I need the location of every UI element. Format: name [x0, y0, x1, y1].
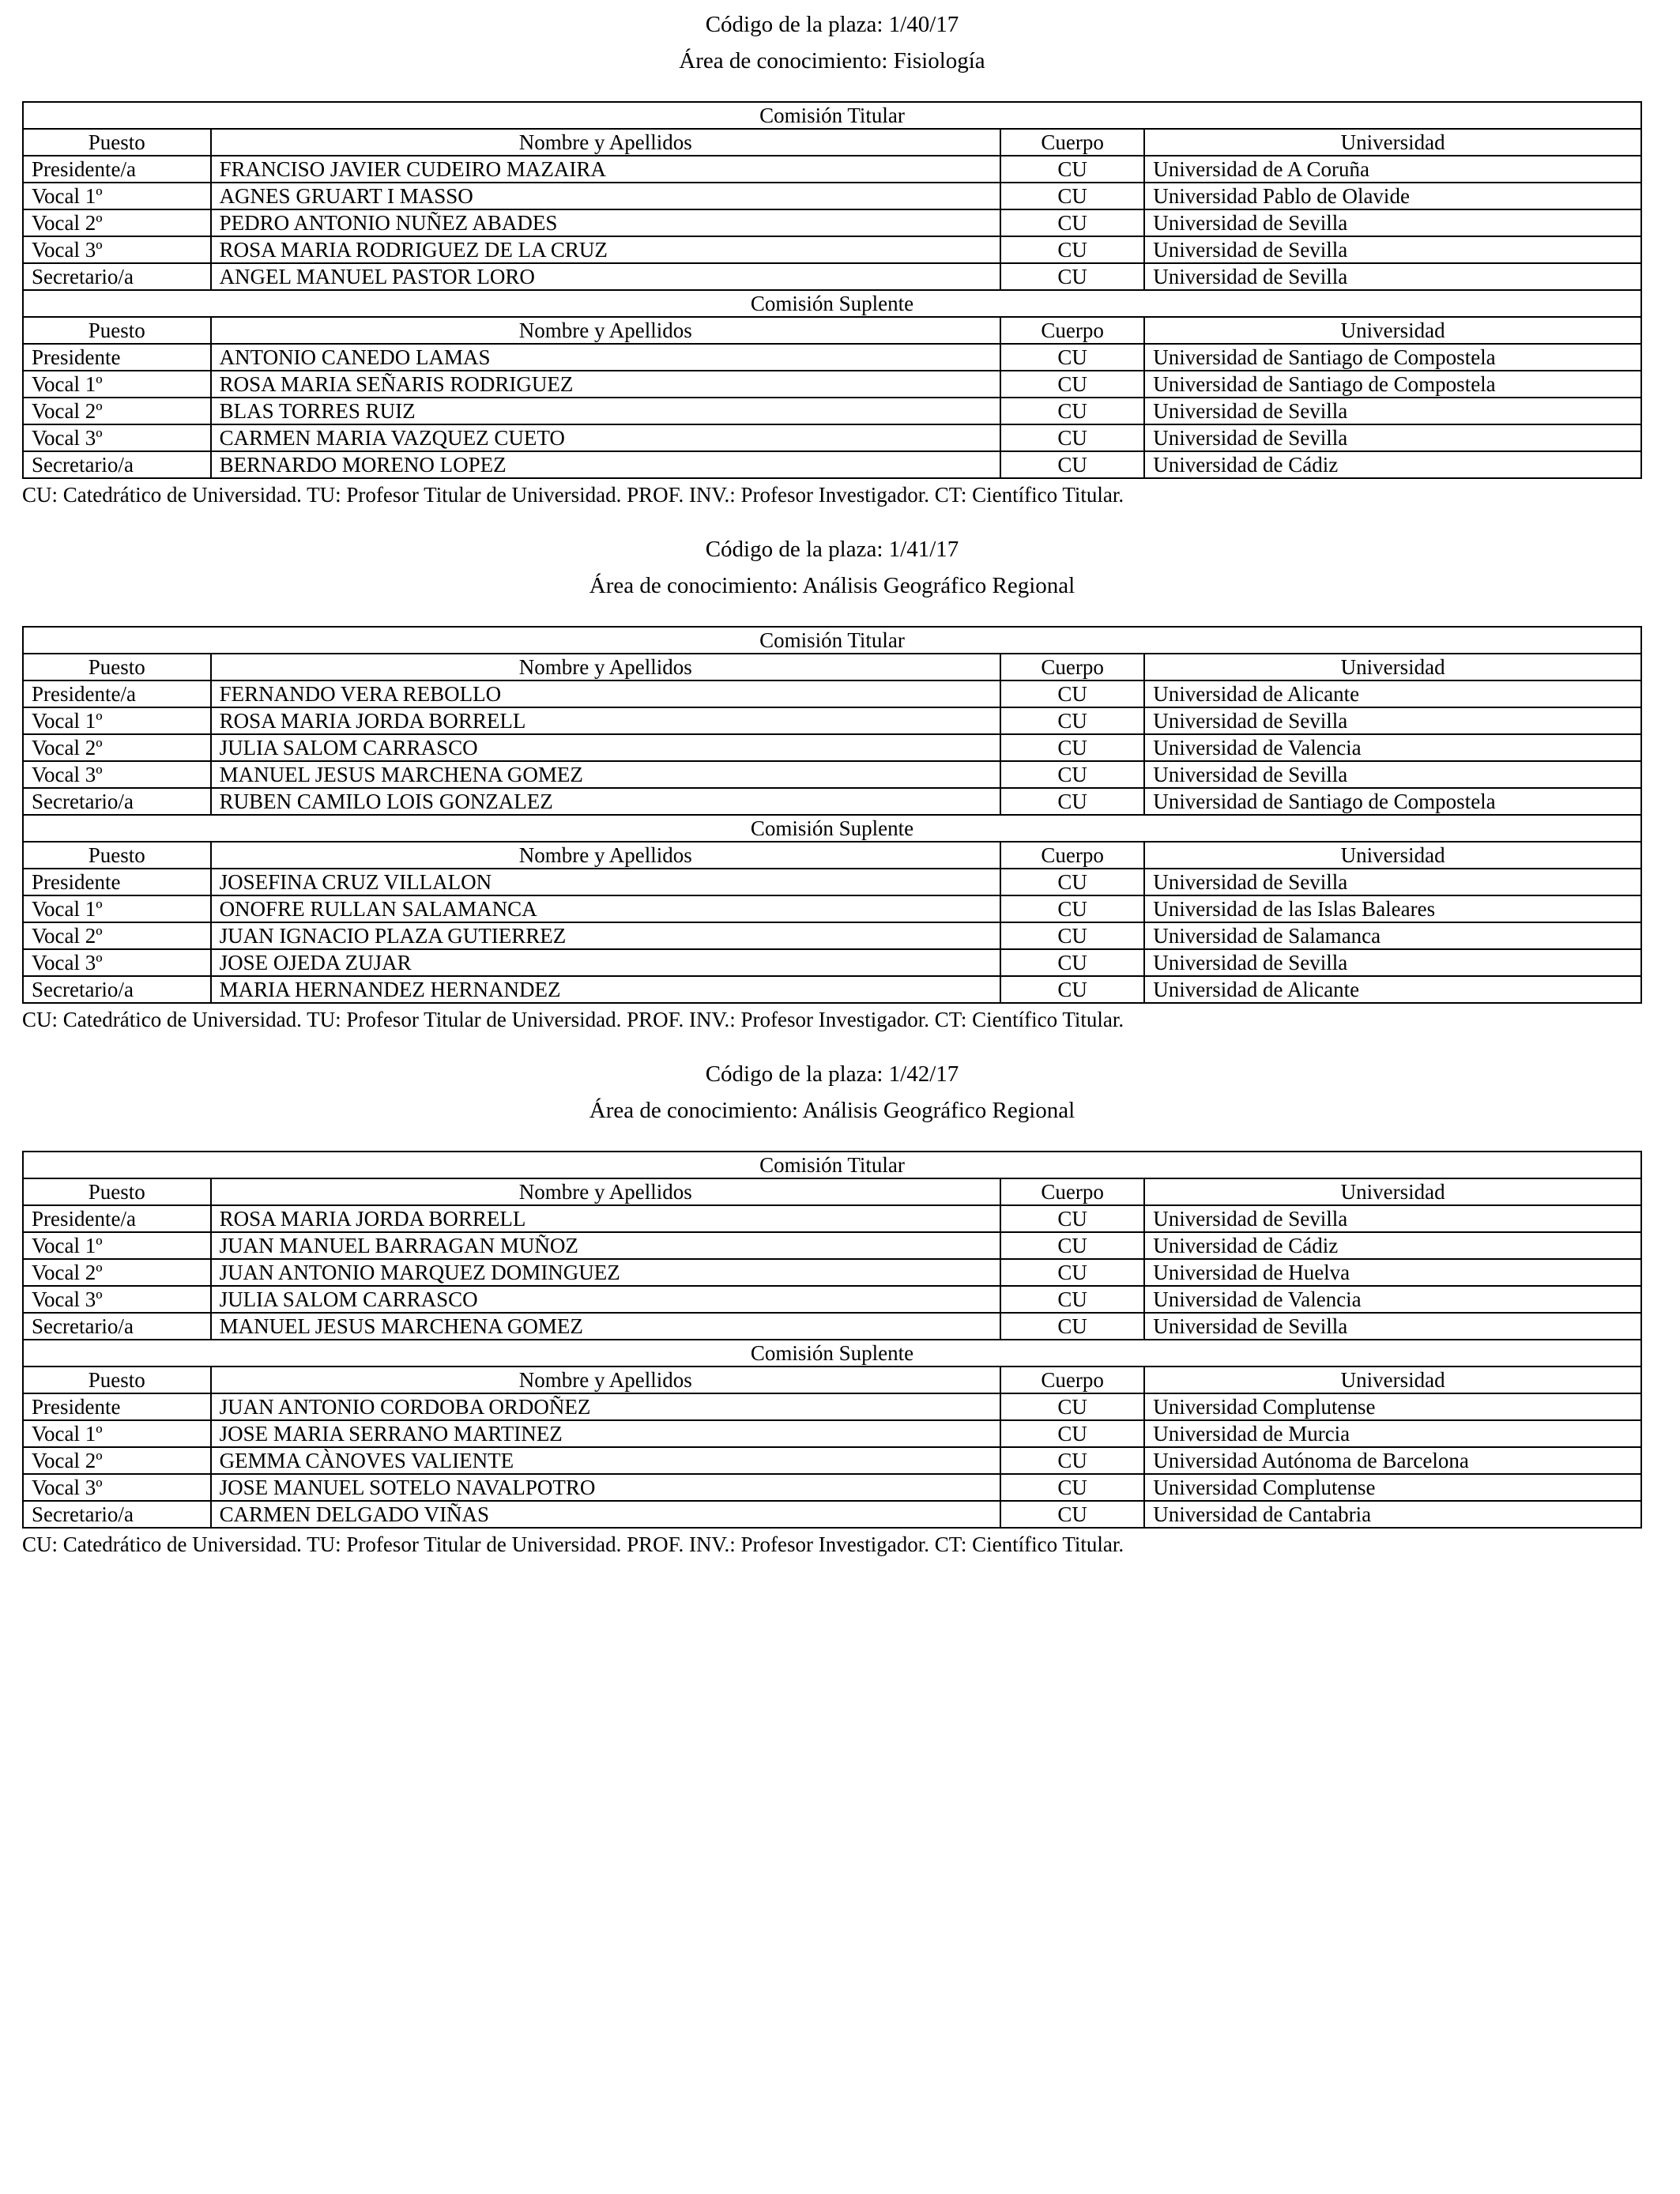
- puesto-cell: Presidente/a: [23, 1205, 211, 1232]
- puesto-cell: Vocal 1º: [23, 1420, 211, 1447]
- col-header-cuerpo: Cuerpo: [1000, 1178, 1144, 1205]
- column-header-row: [23, 842, 1641, 869]
- col-header-nombre: Nombre y Apellidos: [211, 129, 1000, 156]
- nombre-cell: BLAS TORRES RUIZ: [211, 398, 1000, 424]
- table-row: [23, 424, 1641, 451]
- col-header-cuerpo: Cuerpo: [1000, 842, 1144, 869]
- cuerpo-cell: CU: [1000, 680, 1144, 707]
- abbreviations-footnote: CU: Catedrático de Universidad. TU: Profesor Titular de Universidad. PROF. INV.: Profesor Investigador. CT: Científico Titular.: [22, 1532, 1124, 1556]
- universidad-cell: Universidad de Valencia: [1144, 1286, 1641, 1313]
- cuerpo-cell: CU: [1000, 236, 1144, 263]
- cuerpo-cell: CU: [1000, 895, 1144, 922]
- universidad-cell: Universidad Complutense: [1144, 1393, 1641, 1420]
- universidad-cell: Universidad de Murcia: [1144, 1420, 1641, 1447]
- cuerpo-cell: CU: [1000, 976, 1144, 1003]
- universidad-cell: Universidad de Santiago de Compostela: [1144, 788, 1641, 815]
- titular-rows: [23, 156, 1641, 290]
- cuerpo-cell: CU: [1000, 1420, 1144, 1447]
- plaza-code-line: Código de la plaza: 1/41/17: [705, 537, 959, 562]
- abbreviations-footnote: CU: Catedrático de Universidad. TU: Profesor Titular de Universidad. PROF. INV.: Profesor Investigador. CT: Científico Titular.: [22, 1008, 1124, 1031]
- universidad-cell: Universidad de Cantabria: [1144, 1501, 1641, 1528]
- table-row: [23, 949, 1641, 976]
- col-header-puesto: Puesto: [23, 1367, 211, 1393]
- nombre-cell: JUAN ANTONIO CORDOBA ORDOÑEZ: [211, 1393, 1000, 1420]
- table-row: [23, 1501, 1641, 1528]
- table-row: [23, 707, 1641, 734]
- table-row: [23, 761, 1641, 788]
- nombre-cell: ROSA MARIA JORDA BORRELL: [211, 1205, 1000, 1232]
- puesto-cell: Vocal 1º: [23, 371, 211, 398]
- puesto-cell: Secretario/a: [23, 1313, 211, 1340]
- nombre-cell: ONOFRE RULLAN SALAMANCA: [211, 895, 1000, 922]
- nombre-cell: CARMEN MARIA VAZQUEZ CUETO: [211, 424, 1000, 451]
- plaza-section: [22, 1061, 1642, 1557]
- puesto-cell: Vocal 2º: [23, 1447, 211, 1474]
- table-row: [23, 1447, 1641, 1474]
- nombre-cell: JULIA SALOM CARRASCO: [211, 1286, 1000, 1313]
- universidad-cell: Universidad de Sevilla: [1144, 398, 1641, 424]
- universidad-cell: Universidad de Alicante: [1144, 976, 1641, 1003]
- universidad-cell: Universidad de Alicante: [1144, 680, 1641, 707]
- cuerpo-cell: CU: [1000, 1474, 1144, 1501]
- cuerpo-cell: CU: [1000, 344, 1144, 371]
- cuerpo-cell: CU: [1000, 451, 1144, 478]
- universidad-cell: Universidad de Sevilla: [1144, 869, 1641, 895]
- puesto-cell: Presidente: [23, 869, 211, 895]
- puesto-cell: Vocal 2º: [23, 734, 211, 761]
- puesto-cell: Vocal 2º: [23, 209, 211, 236]
- col-header-puesto: Puesto: [23, 654, 211, 680]
- universidad-cell: Universidad de Sevilla: [1144, 424, 1641, 451]
- cuerpo-cell: CU: [1000, 209, 1144, 236]
- cuerpo-cell: CU: [1000, 922, 1144, 949]
- cuerpo-cell: CU: [1000, 761, 1144, 788]
- universidad-cell: Universidad Autónoma de Barcelona: [1144, 1447, 1641, 1474]
- cuerpo-cell: CU: [1000, 263, 1144, 290]
- table-row: [23, 1286, 1641, 1313]
- suplente-band-row: [23, 290, 1641, 317]
- nombre-cell: GEMMA CÀNOVES VALIENTE: [211, 1447, 1000, 1474]
- puesto-cell: Presidente: [23, 1393, 211, 1420]
- plaza-code-line: Código de la plaza: 1/40/17: [705, 12, 959, 37]
- table-row: [23, 680, 1641, 707]
- puesto-cell: Secretario/a: [23, 1501, 211, 1528]
- table-row: [23, 236, 1641, 263]
- table-row: [23, 1420, 1641, 1447]
- col-header-cuerpo: Cuerpo: [1000, 1367, 1144, 1393]
- puesto-cell: Secretario/a: [23, 263, 211, 290]
- cuerpo-cell: CU: [1000, 869, 1144, 895]
- table-row: [23, 1232, 1641, 1259]
- table-row: [23, 344, 1641, 371]
- nombre-cell: ROSA MARIA SEÑARIS RODRIGUEZ: [211, 371, 1000, 398]
- nombre-cell: BERNARDO MORENO LOPEZ: [211, 451, 1000, 478]
- universidad-cell: Universidad de Sevilla: [1144, 236, 1641, 263]
- titular-rows: [23, 1205, 1641, 1340]
- puesto-cell: Secretario/a: [23, 976, 211, 1003]
- table-row: [23, 156, 1641, 183]
- nombre-cell: JOSE MANUEL SOTELO NAVALPOTRO: [211, 1474, 1000, 1501]
- suplente-rows: [23, 869, 1641, 1003]
- puesto-cell: Vocal 3º: [23, 424, 211, 451]
- nombre-cell: JOSE MARIA SERRANO MARTINEZ: [211, 1420, 1000, 1447]
- cuerpo-cell: CU: [1000, 1259, 1144, 1286]
- col-header-universidad: Universidad: [1144, 1178, 1641, 1205]
- puesto-cell: Vocal 3º: [23, 1474, 211, 1501]
- cuerpo-cell: CU: [1000, 949, 1144, 976]
- puesto-cell: Presidente: [23, 344, 211, 371]
- suplente-band-row: [23, 815, 1641, 842]
- suplente-band-row: [23, 1340, 1641, 1367]
- nombre-cell: PEDRO ANTONIO NUÑEZ ABADES: [211, 209, 1000, 236]
- universidad-cell: Universidad Pablo de Olavide: [1144, 183, 1641, 209]
- nombre-cell: CARMEN DELGADO VIÑAS: [211, 1501, 1000, 1528]
- col-header-nombre: Nombre y Apellidos: [211, 654, 1000, 680]
- table-row: [23, 451, 1641, 478]
- nombre-cell: JUAN MANUEL BARRAGAN MUÑOZ: [211, 1232, 1000, 1259]
- universidad-cell: Universidad de A Coruña: [1144, 156, 1641, 183]
- nombre-cell: FERNANDO VERA REBOLLO: [211, 680, 1000, 707]
- commission-table: [22, 101, 1642, 479]
- plaza-code-line: Código de la plaza: 1/42/17: [705, 1061, 959, 1087]
- nombre-cell: JOSEFINA CRUZ VILLALON: [211, 869, 1000, 895]
- col-header-universidad: Universidad: [1144, 842, 1641, 869]
- puesto-cell: Presidente/a: [23, 156, 211, 183]
- plaza-area-line: Área de conocimiento: Análisis Geográfico Regional: [589, 1098, 1075, 1123]
- suplente-header-block: [23, 1340, 1641, 1393]
- universidad-cell: Universidad de las Islas Baleares: [1144, 895, 1641, 922]
- nombre-cell: FRANCISO JAVIER CUDEIRO MAZAIRA: [211, 156, 1000, 183]
- nombre-cell: JOSE OJEDA ZUJAR: [211, 949, 1000, 976]
- table-row: [23, 209, 1641, 236]
- nombre-cell: MANUEL JESUS MARCHENA GOMEZ: [211, 761, 1000, 788]
- col-header-universidad: Universidad: [1144, 129, 1641, 156]
- column-header-row: [23, 1367, 1641, 1393]
- nombre-cell: JULIA SALOM CARRASCO: [211, 734, 1000, 761]
- cuerpo-cell: CU: [1000, 1205, 1144, 1232]
- col-header-nombre: Nombre y Apellidos: [211, 317, 1000, 344]
- table-row: [23, 1205, 1641, 1232]
- puesto-cell: Vocal 3º: [23, 949, 211, 976]
- universidad-cell: Universidad de Sevilla: [1144, 263, 1641, 290]
- nombre-cell: MANUEL JESUS MARCHENA GOMEZ: [211, 1313, 1000, 1340]
- table-row: [23, 922, 1641, 949]
- puesto-cell: Vocal 2º: [23, 922, 211, 949]
- col-header-puesto: Puesto: [23, 317, 211, 344]
- titular-band-row: [23, 627, 1641, 654]
- nombre-cell: RUBEN CAMILO LOIS GONZALEZ: [211, 788, 1000, 815]
- abbreviations-footnote: CU: Catedrático de Universidad. TU: Profesor Titular de Universidad. PROF. INV.: Profesor Investigador. CT: Científico Titular.: [22, 483, 1124, 507]
- cuerpo-cell: CU: [1000, 788, 1144, 815]
- cuerpo-cell: CU: [1000, 707, 1144, 734]
- col-header-cuerpo: Cuerpo: [1000, 317, 1144, 344]
- table-row: [23, 1474, 1641, 1501]
- plaza-section: [22, 11, 1642, 507]
- plaza-section: [22, 536, 1642, 1032]
- cuerpo-cell: CU: [1000, 1501, 1144, 1528]
- titular-header-block: [23, 627, 1641, 680]
- titular-band-row: [23, 1152, 1641, 1178]
- universidad-cell: Universidad de Santiago de Compostela: [1144, 344, 1641, 371]
- titular-rows: [23, 680, 1641, 815]
- titular-band-label: Comisión Titular: [23, 102, 1641, 129]
- cuerpo-cell: CU: [1000, 734, 1144, 761]
- cuerpo-cell: CU: [1000, 1393, 1144, 1420]
- suplente-header-block: [23, 290, 1641, 344]
- nombre-cell: ANGEL MANUEL PASTOR LORO: [211, 263, 1000, 290]
- puesto-cell: Secretario/a: [23, 451, 211, 478]
- nombre-cell: ANTONIO CANEDO LAMAS: [211, 344, 1000, 371]
- universidad-cell: Universidad de Sevilla: [1144, 209, 1641, 236]
- table-row: [23, 1393, 1641, 1420]
- nombre-cell: JUAN ANTONIO MARQUEZ DOMINGUEZ: [211, 1259, 1000, 1286]
- puesto-cell: Vocal 1º: [23, 707, 211, 734]
- commission-table: [22, 1151, 1642, 1529]
- column-header-row: [23, 129, 1641, 156]
- nombre-cell: ROSA MARIA JORDA BORRELL: [211, 707, 1000, 734]
- titular-header-block: [23, 1152, 1641, 1205]
- col-header-nombre: Nombre y Apellidos: [211, 1367, 1000, 1393]
- suplente-band-label: Comisión Suplente: [23, 1340, 1641, 1367]
- puesto-cell: Vocal 3º: [23, 761, 211, 788]
- nombre-cell: AGNES GRUART I MASSO: [211, 183, 1000, 209]
- commission-table: [22, 626, 1642, 1004]
- column-header-row: [23, 317, 1641, 344]
- table-row: [23, 788, 1641, 815]
- plaza-area-line: Área de conocimiento: Análisis Geográfico Regional: [589, 573, 1075, 598]
- universidad-cell: Universidad de Valencia: [1144, 734, 1641, 761]
- col-header-cuerpo: Cuerpo: [1000, 129, 1144, 156]
- suplente-band-label: Comisión Suplente: [23, 815, 1641, 842]
- universidad-cell: Universidad de Sevilla: [1144, 949, 1641, 976]
- cuerpo-cell: CU: [1000, 183, 1144, 209]
- table-row: [23, 263, 1641, 290]
- table-row: [23, 398, 1641, 424]
- puesto-cell: Secretario/a: [23, 788, 211, 815]
- universidad-cell: Universidad de Sevilla: [1144, 1313, 1641, 1340]
- puesto-cell: Vocal 2º: [23, 1259, 211, 1286]
- cuerpo-cell: CU: [1000, 424, 1144, 451]
- table-row: [23, 371, 1641, 398]
- suplente-rows: [23, 1393, 1641, 1528]
- nombre-cell: JUAN IGNACIO PLAZA GUTIERREZ: [211, 922, 1000, 949]
- puesto-cell: Vocal 3º: [23, 236, 211, 263]
- universidad-cell: Universidad de Sevilla: [1144, 761, 1641, 788]
- table-row: [23, 1313, 1641, 1340]
- col-header-puesto: Puesto: [23, 1178, 211, 1205]
- suplente-rows: [23, 344, 1641, 478]
- puesto-cell: Vocal 1º: [23, 895, 211, 922]
- plaza-area-line: Área de conocimiento: Fisiología: [679, 48, 985, 74]
- cuerpo-cell: CU: [1000, 1447, 1144, 1474]
- col-header-nombre: Nombre y Apellidos: [211, 842, 1000, 869]
- column-header-row: [23, 654, 1641, 680]
- table-row: [23, 895, 1641, 922]
- col-header-cuerpo: Cuerpo: [1000, 654, 1144, 680]
- titular-band-label: Comisión Titular: [23, 627, 1641, 654]
- puesto-cell: Vocal 1º: [23, 1232, 211, 1259]
- cuerpo-cell: CU: [1000, 398, 1144, 424]
- cuerpo-cell: CU: [1000, 371, 1144, 398]
- col-header-universidad: Universidad: [1144, 317, 1641, 344]
- cuerpo-cell: CU: [1000, 1313, 1144, 1340]
- puesto-cell: Vocal 3º: [23, 1286, 211, 1313]
- col-header-universidad: Universidad: [1144, 654, 1641, 680]
- col-header-nombre: Nombre y Apellidos: [211, 1178, 1000, 1205]
- universidad-cell: Universidad de Salamanca: [1144, 922, 1641, 949]
- puesto-cell: Vocal 2º: [23, 398, 211, 424]
- universidad-cell: Universidad de Cádiz: [1144, 451, 1641, 478]
- cuerpo-cell: CU: [1000, 1232, 1144, 1259]
- puesto-cell: Vocal 1º: [23, 183, 211, 209]
- titular-band-label: Comisión Titular: [23, 1152, 1641, 1178]
- table-row: [23, 183, 1641, 209]
- titular-header-block: [23, 102, 1641, 156]
- universidad-cell: Universidad de Santiago de Compostela: [1144, 371, 1641, 398]
- universidad-cell: Universidad Complutense: [1144, 1474, 1641, 1501]
- universidad-cell: Universidad de Cádiz: [1144, 1232, 1641, 1259]
- puesto-cell: Presidente/a: [23, 680, 211, 707]
- universidad-cell: Universidad de Huelva: [1144, 1259, 1641, 1286]
- suplente-header-block: [23, 815, 1641, 869]
- universidad-cell: Universidad de Sevilla: [1144, 1205, 1641, 1232]
- col-header-puesto: Puesto: [23, 842, 211, 869]
- suplente-band-label: Comisión Suplente: [23, 290, 1641, 317]
- cuerpo-cell: CU: [1000, 1286, 1144, 1313]
- universidad-cell: Universidad de Sevilla: [1144, 707, 1641, 734]
- nombre-cell: ROSA MARIA RODRIGUEZ DE LA CRUZ: [211, 236, 1000, 263]
- col-header-universidad: Universidad: [1144, 1367, 1641, 1393]
- column-header-row: [23, 1178, 1641, 1205]
- table-row: [23, 1259, 1641, 1286]
- table-row: [23, 976, 1641, 1003]
- titular-band-row: [23, 102, 1641, 129]
- cuerpo-cell: CU: [1000, 156, 1144, 183]
- table-row: [23, 734, 1641, 761]
- table-row: [23, 869, 1641, 895]
- nombre-cell: MARIA HERNANDEZ HERNANDEZ: [211, 976, 1000, 1003]
- col-header-puesto: Puesto: [23, 129, 211, 156]
